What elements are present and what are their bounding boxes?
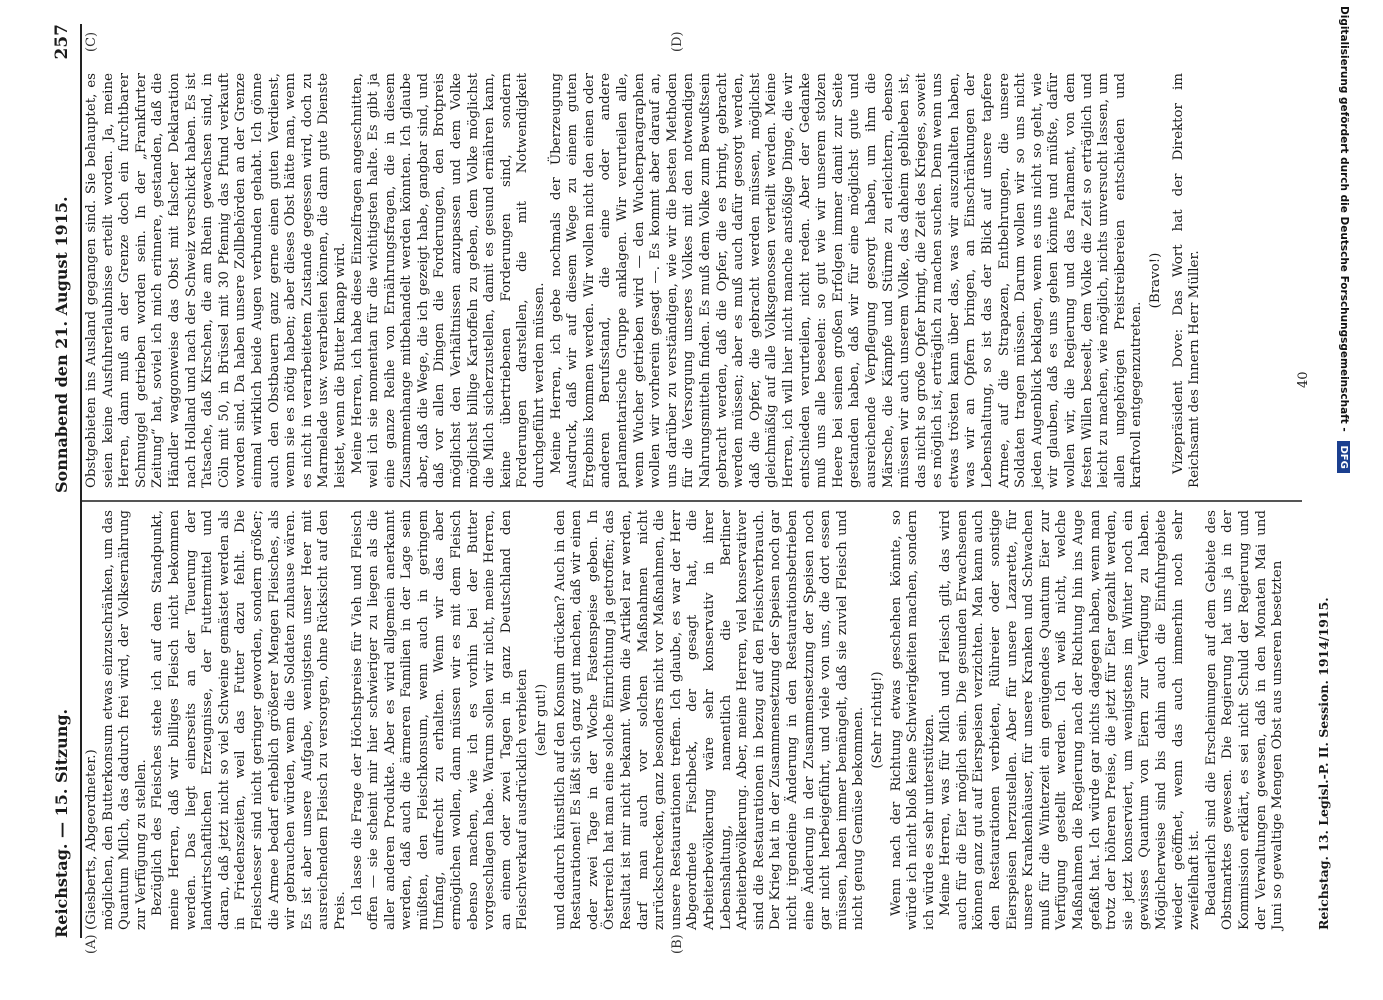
funding-note-text: Digitalisierung gefördert durch die Deutsche Forschungsgemeinschaft - <box>1338 6 1350 432</box>
margin-letter-b: (B) <box>670 934 685 954</box>
sheet-number: 40 <box>1296 371 1311 388</box>
page-header <box>48 24 78 938</box>
interjection: (sehr gut!) <box>534 683 550 757</box>
header-session: Reichstag. — 15. Sitzung. <box>52 708 71 938</box>
paragraph: Meine Herren, ich habe diese Einzelfragen angeschnitten, weil ich sie momentan für die wichtigsten halte. Es gibt ja eine ganze Reihe von Ernährungsfragen, die in diesem Zusammenhange mitbehandelt werden könnten. Ich glaube aber, daß die Wege, die ich gezeigt habe, gangbar sind, und daß vor allen Dingen die Forderungen, den Brotpreis möglichst den Verhältnissen anzupassen und dem Volke möglichst billige Kartoffeln zu geben, dem Volke möglichst die Milch sicherzustellen, damit es gesund ernähren kann, keine übertriebenen Forderungen sind, sondern Forderungen darstellen, die mit Notwendigkeit durchgeführt werden müssen. <box>349 73 548 488</box>
column-divider <box>82 500 1302 502</box>
dfg-logo: DFG <box>1337 441 1350 472</box>
paragraph: möglichen, den Butterkonsum etwas einzuschränken, um das Quantum Milch, das dadurch frei wird, der Volksernährung zur Verfügung zu stellen. <box>100 510 149 930</box>
interjection: (Sehr richtig!) <box>869 671 885 769</box>
paragraph: Wenn nach der Richtung etwas geschehen könnte, so würde ich nicht bloß keine Schwierigkeiten machen, sondern ich würde es sehr unterstützen. <box>888 510 937 930</box>
paragraph: Meine Herren, was für Milch und Fleisch gilt, das wird auch für die Eier möglich sein. Die gesunden Erwachsenen können ganz gut auf Eierspeisen verzichten. Man kann auch den Restaurationen verbieten, Rühreier oder sonstige Eierspeisen herzustellen. Aber für unsere Lazarette, für unsere Krankenhäuser, für unsere Kranken und Schwachen muß für die Winterzeit ein genügendes Quantum Eier zur Verfügung gestellt werden. Ich weiß nicht, welche Maßnahmen die Regierung nach der Richtung hin ins Auge gefaßt hat. Ich würde gar nichts dagegen haben, wenn man trotz der höheren Preise, die jetzt für Eier gezahlt werden, sie jetzt konserviert, um wenigstens im Winter noch ein gewisses Quantum von Eiern zur Verfügung zu haben. Möglicherweise sind bis dahin auch die Einfuhrgebiete wieder geöffnet, wenn das auch immerhin noch sehr zweifelhaft ist. <box>938 510 1203 930</box>
margin-letter-d: (D) <box>670 31 685 52</box>
speaker-note: (Giesberts, Abgeordneter.) <box>84 749 99 930</box>
funding-note <box>1320 6 1350 994</box>
footer: Reichstag. 13. Legisl.-P. II. Session. 1914/1915. <box>1316 597 1331 930</box>
right-column <box>84 73 1204 488</box>
speaker-handover: Vizepräsident Dove: Das Wort hat der Direktor im Reichsamt des Innern Herr Müller. <box>1170 73 1203 488</box>
paragraph: und dadurch künstlich auf den Konsum drücken? Auch in den Restaurationen! Es läßt sich ganz gut machen, daß wir einen oder zwei Tage in der Woche Fastenspeise geben. In Österreich hat man eine solche Einrichtung ja getroffen; das Resultat ist mir nicht bekannt. Wenn die Artikel rar werden, darf man auch vor solchen Maßnahmen nicht zurückschrecken, ganz besonders nicht vor Maßnahmen, die unsere Restaurationen treffen. Ich glaube, es war der Herr Abgeordnete Fischbeck, der gesagt hat, die Arbeiterbevölkerung wäre sehr konservativ in ihrer Lebenshaltung, namentlich die Berliner Arbeiterbevölkerung. Aber, meine Herren, viel konservativer sind die Restaurationen in bezug auf den Fleischverbrauch. Der Krieg hat in der Zusammensetzung der Speisen noch gar nicht irgendeine Änderung in den Restaurationsbetrieben eine Änderung in der Zusammensetzung der Speisen noch gar nicht herbeigeführt, und viele von uns, die dort essen müssen, haben immer bemängelt, daß sie zuviel Fleisch und nicht genug Gemüse bekommen. <box>552 510 867 930</box>
left-column <box>84 510 1287 930</box>
paragraph: Bezüglich des Fleisches stehe ich auf dem Standpunkt, meine Herren, daß wir billiges Fleisch nicht bekommen werden. Das liegt einerseits an der Teuerung der landwirtschaftlichen Erzeugnisse, der Futtermittel und daran, daß jetzt nicht so viel Schweine gemästet werden als in Friedenszeiten, weil das Futter dazu fehlt. Die Fleischesser sind nicht geringer geworden, sondern größer; die Armee bedarf erheblich größerer Mengen Fleisches, als wir gebrauchen würden, wenn die Soldaten zuhause wären. Es ist aber unsere Aufgabe, wenigstens unser Heer mit ausreichendem Fleisch zu versorgen, ohne Rücksicht auf den Preis. <box>150 510 348 930</box>
header-rule <box>80 24 82 938</box>
paragraph: Ich lasse die Frage der Höchstpreise für Vieh und Fleisch offen — sie scheint mir hier schwieriger zu liegen als die aller anderen Produkte. Aber es wird allgemein anerkannt werden, daß auch die ärmeren Familien in der Lage sein müßten, den Fleischkonsum, wenn auch in geringem Umfang, aufrecht zu erhalten. Wenn wir das aber ermöglichen wollen, dann müssen wir es mit dem Fleisch ebenso machen, wie ich es vorhin bei der Butter vorgeschlagen habe. Warum sollen wir nicht, meine Herren, an einem oder zwei Tagen in ganz Deutschland den Fleischverkauf ausdrücklich verbieten <box>349 510 531 930</box>
header-date: Sonnabend den 21. August 1915. <box>52 196 71 493</box>
margin-letter-a: (A) <box>84 934 99 954</box>
paragraph: Meine Herren, ich gebe nochmals der Überzeugung Ausdruck, daß wir auf diesem Wege zu einem guten Ergebnis kommen werden. Wir wollen nicht den einen oder anderen Berufsstand, die eine oder andere parlamentarische Gruppe anklagen. Wir verurteilen alle, wenn Wucher getrieben wird — den Wucherparagraphen wollen wir vorherein gesagt —. Es kommt aber darauf an, uns darüber zu verständigen, wie wir die besten Methoden für die Versorgung unseres Volkes mit den notwendigen Nahrungsmitteln finden. Es muß dem Volke zum Bewußtsein gebracht werden, daß die Opfer, die es bringt, gebracht werden müssen; aber es muß auch dafür gesorgt werden, daß die Opfer, die gebracht werden müssen, möglichst gleichmäßig auf alle Volksgenossen verteilt werden. Meine Herren, ich will hier nicht manche anstößige Dinge, die wir entschieden verurteilen, nicht reden. Aber der Gedanke muß uns alle beseelen: so gut wie wir unserem stolzen Heere bei seinen großen Erfolgen immer damit zur Seite gestanden haben, daß wir für eine möglichst gute und ausreichende Verpflegung gesorgt haben, um ihm die Märsche, die Kämpfe und Stürme zu erleichtern, ebenso müssen wir auch unserem Volke, das daheim geblieben ist, das nicht so große Opfer bringt, die Zeit des Krieges, soweit es möglich ist, erträglich zu machen suchen. Denn wenn uns etwas trösten kann über das, was wir auszuhalten haben, was wir an Opfern bringen, an Einschränkungen der Lebenshaltung, so ist das der Blick auf unsere tapfere Armee, auf die Strapazen, Entbehrungen, die unsere Soldaten tragen müssen. Darum wollen wir so uns nicht jeden Augenblick beklagen, wenn es uns nicht so geht, wie wir glauben, daß es uns gehen könnte und müßte, dafür wollen wir, die Regierung und das Parlament, von dem festen Willen beseelt, dem Volke die Zeit so erträglich und leicht zu machen, wie möglich, nichts unversucht lassen, um allen ungehörigen Preistreibereien entschieden und kraftvoll entgegenzutreten. <box>548 73 1145 488</box>
interjection: (Bravo!) <box>1148 252 1163 309</box>
paragraph: Bedauerlich sind die Erscheinungen auf dem Gebiete des Obstmarktes gewesen. Die Regierung hat uns ja in der Kommission erklärt, es sei nicht Schuld der Regierung und der Verwaltungen gewesen, daß in den Monaten Mai und Juni so gewaltige Mengen Obst aus unseren besetzten <box>1203 510 1286 930</box>
paragraph: Obstgebieten ins Ausland gegangen sind. Sie behauptet, es seien keine Ausfuhrerlaubnisse erteilt worden. Ja, meine Herren, dann muß an der Grenze doch ein furchtbarer Schmuggel getrieben worden sein. In der „Frankfurter Zeitung“ hat, soviel ich mich erinnere, gestanden, daß die Händler waggonweise das Obst mit falscher Deklaration nach Holland und nach der Schweiz verschickt haben. Es ist Tatsache, daß Kirschen, die am Rhein gewachsen sind, in Cöln mit 50, in Brüssel mit 30 Pfennig das Pfund verkauft worden sind. Da haben unsere Zollbehörden an der Grenze einmal wirklich beide Augen verbunden gehabt. Ich gönne auch den Obstbauern ganz gerne einen guten Verdienst, wenn sie es nötig haben; aber dieses Obst hätte man, wenn es nicht in verarbeitetem Zustande gegessen wird, doch zu Marmelade usw. verarbeiten können, die dann gute Dienste leistet, wenn die Butter knapp wird. <box>84 73 348 488</box>
margin-letter-c: (C) <box>84 31 99 52</box>
page-number: 257 <box>52 24 72 60</box>
